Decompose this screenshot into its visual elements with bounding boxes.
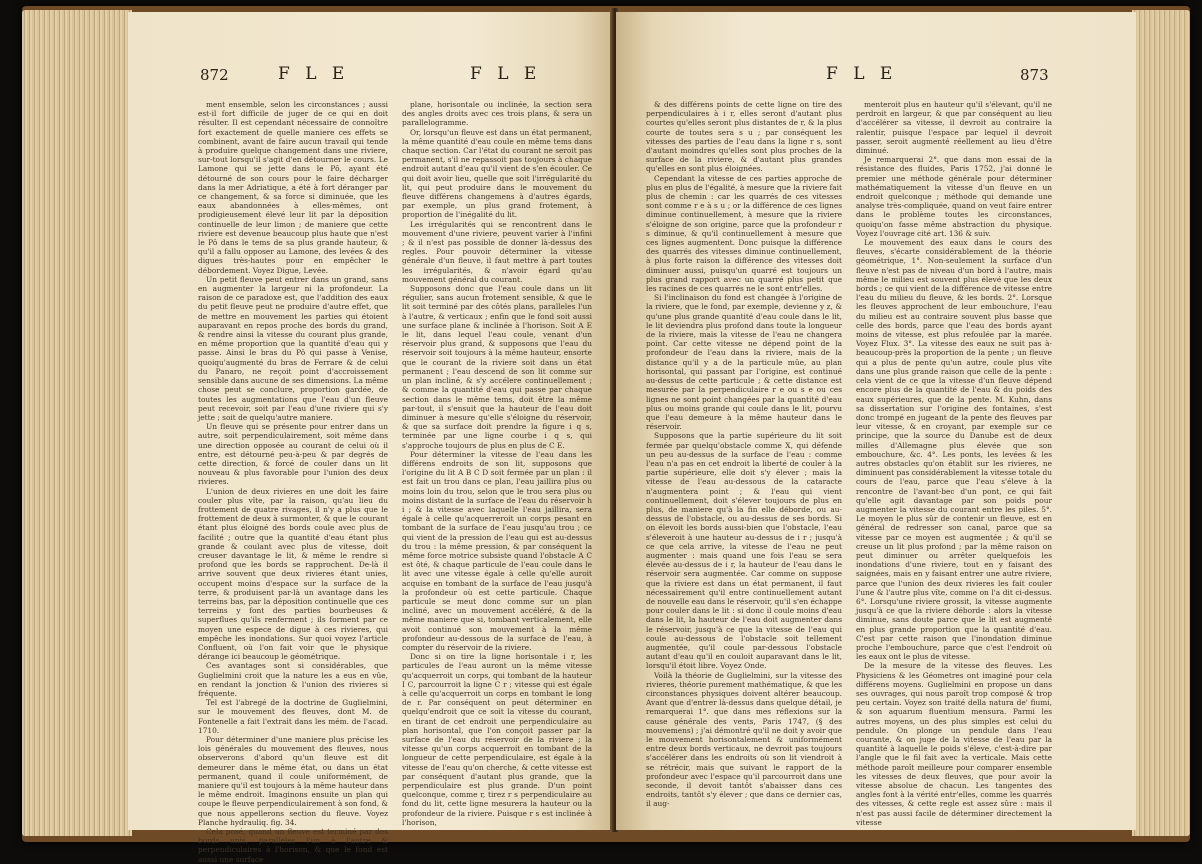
paragraph: Supposons que la partie supérieure du lit soit fermée par quelqu'obstacle comme X, qui défende un peu au-dessus de la surface de l'eau : comme l'eau n'a pas en cet endroit la liberté de couler à la partie supérieure, elle doit s'y élever ; mais la vitesse de l'eau au-dessous de la cataracte n'augmentera point ; & l'eau qui vient continuellement, doit s'élever toujours de plus en plus, de maniere qu'à la fin elle déborde, ou au-dessus de l'obstacle, ou au-dessus de ses bords. Si on élevoit les bords aussi-bien que l'obstacle, l'eau s'éleveroit à une hauteur au-dessus de i r ; jusqu'à ce que cela arrive, la vitesse de l'eau ne peut augmenter : mais quand une fois l'eau se sera élevée au-dessus de i r, la hauteur de l'eau dans le réservoir sera augmentée. Car comme on suppose que la riviere est dans un état permanent, il faut nécessairement qu'il entre continuellement autant de nouvelle eau dans le réservoir, qu'il s'en échappe pour couler dans le lit : si donc il coule moins d'eau dans le lit, la hauteur de l'eau doit augmenter dans le réservoir, jusqu'à ce que la vitesse de l'eau qui coule au-dessous de l'obstacle soit tellement augmentée, qu'il coule par-dessous l'obstacle autant d'eau qu'il en couloit auparavant dans le lit, lorsqu'il étoit libre. Voyez Onde. <box>646 431 842 671</box>
paragraph: Or, lorsqu'un fleuve est dans un état permanent, la même quantité d'eau coule en même tems dans chaque section. Car l'état du courant ne seroit pas permanent, s'il ne repassoit pas toujours à chaque endroit autant d'eau qu'il vient de s'en écouler. Ce qui doit avoir lieu, quelle que soit l'irrégularité du lit, qui peut produire dans le mouvement du fleuve différens changemens à d'autres égards, par exemple, un plus grand frotement, à proportion de l'inégalité du lit. <box>402 127 592 220</box>
paragraph: Un petit fleuve peut entrer dans un grand, sans en augmenter la largeur ni la profondeur. La raison de ce paradoxe est, que l'addition des eaux du petit fleuve peut ne produire d'autre effet, que de mettre en mouvement les parties qui étoient auparavant en repos proche des bords du grand, & rendre ainsi la vitesse du courant plus grande, en même proportion que la quantité d'eau qui y passe. Ainsi le bras du Pô qui passe à Venise, quoiqu'augmenté du bras de Ferrare & de celui du Panaro, ne reçoit point d'accroissement sensible dans aucune de ses dimensions. La même chose peut se conclure, proportion gardée, de toutes les augmentations que l'eau d'un fleuve peut recevoir, soit par l'eau d'une riviere qui s'y jette ; soit de quelqu'autre maniere. <box>198 274 388 422</box>
page-edges-left <box>22 10 132 836</box>
page-edges-right <box>1132 10 1190 836</box>
paragraph: Voilà la théorie de Guglielmini, sur la vitesse des rivieres, théorie purement mathématique, & que les circonstances physiques doivent altérer beaucoup. Avant que d'entrer là-dessus dans quelque détail, je remarquerai 1°. que dans mes réflexions sur la cause générale des vents, Paris 1747, (§ des mouvemens) ; j'ai démontré qu'il ne doit y avoir que le mouvement horisontalement & uniformément entre deux bords verticaux, ne devroit pas toujours s'accélérer dans les endroits où son lit viendroit à se rétrécir, mais que suivant le rapport de la profondeur avec l'espace qu'il parcourroit dans une seconde, il devoit tantôt s'abaisser dans ces endroits, tantôt s'y élever ; que dans ce dernier cas, il aug- <box>646 670 842 809</box>
left-running-head-2: F L E <box>470 64 542 84</box>
right-page-header <box>616 64 1136 90</box>
paragraph: plane, horisontale ou inclinée, la section sera des angles droits avec ces trois plans, & sera un parallelogramme. <box>402 100 592 128</box>
paragraph: menteroit plus en hauteur qu'il s'élevant, qu'il ne perdroit en largeur, & que par conséquent au lieu d'accélérer sa vitesse, il devroit au contraire la ralentir, puisque l'espace par lequel il devroit passer, seroit augmenté réellement au lieu d'être diminué. <box>856 100 1052 156</box>
paragraph: Le mouvement des eaux dans le cours des fleuves, s'écarte considérablement de la théorie géométrique, 1°. Non-seulement la surface d'un fleuve n'est pas de niveau d'un bord à l'autre, mais même le milieu est souvent plus élevé que les deux bords ; ce qui vient de la différence de vitesse entre l'eau du milieu du fleuve, & les bords. 2°. Lorsque les fleuves approchent de leur embouchure, l'eau du milieu est au contraire souvent plus basse que celle des bords, parce que l'eau des bords ayant moins de vitesse, est plus refoulée par la marée. Voyez Flux. 3°. La vitesse des eaux ne suit pas à-beaucoup-près la proportion de la pente ; un fleuve qui a plus de pente qu'un autre, coule plus vîte dans une plus grande raison que celle de la pente : cela vient de ce que la vitesse d'un fleuve dépend encore plus de la quantité de l'eau & du poids des eaux supérieures, que de la pente. M. Kuhn, dans sa dissertation sur l'origine des fontaines, s'est donc trompé en jugeant de la pente des fleuves par leur vitesse, & en croyant, par exemple sur ce principe, que la source du Danube est de deux milles d'Allemagne plus élevée que son embouchure, &c. 4°. Les ponts, les levées & les autres obstacles qu'on établit sur les rivieres, ne diminuent pas considérablement la vitesse totale du cours de l'eau, parce que l'eau s'éleve à la rencontre de l'avant-bec d'un pont, ce qui fait qu'elle agit davantage par son poids pour augmenter la vitesse du courant entre les piles. 5°. Le moyen le plus sûr de contenir un fleuve, est en général de redresser son canal, parce que sa vitesse par ce moyen est augmentée ; & qu'il se creuse un lit plus profond ; par la même raison on peut diminuer ou arrêter quelquefois les inondations d'une riviere, tout en y faisant des saignées, mais en y faisant entrer une autre riviere, parce que l'union des deux rivieres les fait couler l'une & l'autre plus vîte, comme on l'a dit ci-dessus. 6°. Lorsqu'une riviere grossit, la vitesse augmente jusqu'à ce que la riviere déborde : alors la vitesse diminue, sans doute parce que le lit est augmenté en plus grande proportion que la quantité d'eau. C'est par cette raison que l'inondation diminue proche l'embouchure, parce que c'est l'endroit où les eaux ont le plus de vitesse. <box>856 238 1052 662</box>
left-page <box>128 12 614 864</box>
left-page-number: 872 <box>200 66 229 84</box>
right-running-head: F L E <box>826 64 898 84</box>
left-column-1 <box>198 100 388 864</box>
paragraph: Pour déterminer la vitesse de l'eau dans les différens endroits de son lit, supposons que l'origine du lit A B C D soit fermée par un plan : il est fait un trou dans ce plan, l'eau jaillira plus ou moins loin du trou, selon que le trou sera plus ou moins distant de la surface de l'eau du réservoir h i ; & la vitesse avec laquelle l'eau jaillira, sera égale à celle qu'acquerreroit un corps pesant en tombant de la surface de l'eau jusqu'au trou ; ce qui vient de la pression de l'eau qui est au-dessus du trou : la même pression, & par conséquent la même force motrice subsiste quand l'obstacle A C est ôté, & chaque particule de l'eau coule dans le lit avec une vitesse égale à celle qu'elle auroit acquise en tombant de la surface de l'eau jusqu'à la profondeur où est cette particule. Chaque particule se meut donc comme sur un plan incliné, avec un mouvement accéléré, & de la même maniere que si, tombant verticalement, elle avoit continué son mouvement à la même profondeur au-dessous de la surface de l'eau, à compter du réservoir de la riviere. <box>402 449 592 652</box>
paragraph: Supposons donc que l'eau coule dans un lit régulier, sans aucun frotement sensible, & que le lit soit terminé par des côtés plans, paralleles l'un à l'autre, & verticaux ; enfin que le fond soit aussi une surface plane & inclinée à l'horison. Soit A E le lit, dans lequel l'eau coule, venant d'un réservoir plus grand, & supposons que l'eau du réservoir soit toujours à la même hauteur, ensorte que le courant de la riviere soit dans un état permanent ; l'eau descend de son lit comme sur un plan incliné, & s'y accélere continuellement ; & comme la quantité d'eau qui passe par chaque section dans le même tems, doit être la même par-tout, il s'ensuit que la hauteur de l'eau doit diminuer à mesure qu'elle s'éloigne du réservoir, & que sa surface doit prendre la figure i q s, terminée par une ligne courbe i q s, qui s'approche toujours de plus en plus de C E. <box>402 284 592 450</box>
left-running-head-1: F L E <box>278 64 350 84</box>
right-page <box>616 12 1136 830</box>
right-page-number: 873 <box>1020 66 1049 84</box>
paragraph: Cela posé, quand un fleuve est terminé par des bords unis, paralleles l'un à l'autre & perpendiculaires à l'horison, & que le fond est aussi une surface <box>198 827 388 864</box>
paragraph: Tel est l'abregé de la doctrine de Guglielmini, sur le mouvement des fleuves, dont M. de Fontenelle a fait l'extrait dans les mém. de l'acad. 1710. <box>198 698 388 735</box>
right-column-2 <box>856 100 1052 827</box>
paragraph: & des différens points de cette ligne on tire des perpendiculaires à i r, elles seront d'autant plus courtes qu'elles seront plus distantes de r, & la plus courte de toutes sera s u ; par conséquent les vitesses des parties de l'eau dans la ligne r s, sont d'autant moindres qu'elles sont plus proches de la surface de la riviere, & d'autant plus grandes qu'elles en sont plus éloignées. <box>646 100 842 174</box>
paragraph: Je remarquerai 2°. que dans mon essai de la résistance des fluides, Paris 1752, j'ai donné le premier une méthode générale pour déterminer mathématiquement la vitesse d'un fleuve en un endroit quelconque ; méthode qui demande une analyse très-compliquée, quand on veut faire entrer dans le problème toutes les circonstances, quoiqu'on fasse même abstraction du physique. Voyez l'ouvrage cité art. 136 & suiv. <box>856 155 1052 238</box>
paragraph: Cependant la vitesse de ces parties approche de plus en plus de l'égalité, à mesure que la riviere fait plus de chemin : car les quarrés de ces vitesses sont comme r e à s u ; or la différence de ces lignes diminue continuellement, à mesure que la riviere s'éloigne de son origine, parce que la profondeur r s diminue, & qu'il continuellement à mesure que ces lignes augmentent. Donc puisque la différence des quarrés des vitesses diminue continuellement, à plus forte raison la différence des vitesses doit diminuer aussi, puisqu'un quarré est toujours un plus grand rapport avec un quarré plus petit que les racines de ces quarrés ne le sont entr'elles. <box>646 173 842 294</box>
left-column-2 <box>402 100 592 827</box>
paragraph: Si l'inclinaison du fond est changée à l'origine de la riviere, que le fond, par exemple, devienne y z, & qu'une plus grande quantité d'eau coule dans le lit, le lit deviendra plus profond dans toute la longueur de la riviere, mais la vitesse de l'eau ne changera point. Car cette vitesse ne dépend point de la profondeur de l'eau dans la riviere, mais de la distance qu'il y a de la particule mûe, au plan horisontal, qui passant par l'origine, est continué au-dessus de cette particule ; & cette distance est mesurée par la perpendiculaire r e ou s e ou ces lignes ne sont point changées par la quantité d'eau plus ou moins grande qui coule dans le lit, pourvu que l'eau demeure à la même hauteur dans le réservoir. <box>646 293 842 432</box>
paragraph: Ces avantages sont si considérables, que Guglielmini croit que la nature les a eus en vûe, en rendant la jonction & l'union des rivieres si fréquente. <box>198 661 388 698</box>
paragraph: ment ensemble, selon les circonstances ; aussi est-il fort difficile de juger de ce qui en doit résulter. Il est cependant nécessaire de connoître fort exactement de quelle maniere ces effets se combinent, avant de faire aucun travail qui tende à produire quelque changement dans une riviere, sur-tout lorsqu'il s'agit d'en détourner le cours. Le Lamone qui se jette dans le Pô, ayant été détourné de son cours pour le faire décharger dans la mer Adriatique, a été à fort déranger par ce changement, & sa force si diminuée, que les eaux abandonnées à elles-mêmes, ont prodigieusement élevé leur lit par la déposition continuelle de leur limon ; de maniere que cette riviere est devenue beaucoup plus haute que n'est le Pô dans le tems de sa plus grande hauteur, & qu'il a fallu opposer au Lamone, des levées & des digues très-hautes pour en empêcher le débordement. Voyez Digue, Levée. <box>198 100 388 275</box>
right-column-1 <box>646 100 842 822</box>
paragraph: Donc si on tire la ligne horisontale i r, les particules de l'eau auront un la même vitesse qu'acquerroit un corps, qui tombant de la hauteur I C, parcourroit la ligne C r ; vitesse qui est égale à celle qu'acquerroit un corps en tombant le long de r. Par conséquent on peut déterminer en quelqu'endroit que ce soit la vitesse du courant, en tirant de cet endroit une perpendiculaire au plan horisontal, que l'on conçoit passer par la surface de l'eau du réservoir de la riviere ; la vitesse qu'un corps acquerroit en tombant de la longueur de cette perpendiculaire, est égale à la vitesse de l'eau qu'on cherche, & cette vitesse est par conséquent d'autant plus grande, que la perpendiculaire est plus grande. D'un point quelconque, comme r, tirez r s perpendiculaire au fond du lit, cette ligne mesurera la hauteur ou la profondeur de la riviere. Puisque r s est inclinée à l'horison, <box>402 652 592 827</box>
paragraph: De la mesure de la vitesse des fleuves. Les Physiciens & les Géometres ont imaginé pour cela différens moyens. Guglielmini en propose un dans ses ouvrages, qui nous paroît trop composé & trop peu certain. Voyez son traité della natura de' fiumi, & son aquarum fluentium mensura. Parmi les autres moyens, un des plus simples est celui du pendule. On plonge un pendule dans l'eau courante, & on juge de la vitesse de l'eau par la quantité à laquelle le poids s'éleve, c'est-à-dire par l'angle que le fil fait avec la verticale. Mais cette méthode paroît meilleure pour comparer ensemble les vitesses de deux fleuves, que pour avoir la vitesse absolue de chacun. Les tangentes des angles font à la vérité entr'elles, comme les quarrés des vitesses, & cette regle est assez sûre : mais il n'est pas aussi facile de déterminer directement la vitesse <box>856 661 1052 827</box>
paragraph: Les irrégularités qui se rencontrent dans le mouvement d'une riviere, peuvent varier à l'infini ; & il n'est pas possible de donner là-dessus des regles. Pour pouvoir déterminer la vitesse générale d'un fleuve, il faut mettre à part toutes les irrégularités, & n'avoir égard qu'au mouvement général du courant. <box>402 219 592 284</box>
paragraph: Un fleuve qui se présente pour entrer dans un autre, soit perpendiculairement, soit même dans une direction opposée au courant de celui où il entre, est détourné peu-à-peu & par degrés de cette direction, & forcé de couler dans un lit nouveau & plus favorable pour l'union des deux rivieres. <box>198 422 388 487</box>
left-page-header <box>128 64 614 90</box>
paragraph: L'union de deux rivieres en une doit les faire couler plus vîte, par la raison, qu'au lieu du frottement de quatre rivages, il n'y a plus que le frottement de deux à surmonter, & que le courant étant plus éloigné des bords coule avec plus de facilité ; outre que la quantité d'eau étant plus grande & coulant avec plus de vitesse, doit creuser davantage le lit, & même le rendre si profond que les bords se rapprochent. De-là il arrive souvent que deux rivieres étant unies, occupent moins d'espace sur la surface de la terre, & produisent par-là un avantage dans les terreins bas, par la déposition continuelle que ces terreins y font des parties bourbeuses & superflues qu'ils renferment ; ils forment par ce moyen une espece de digue à ces rivieres, qui empêche les inondations. Sur quoi voyez l'article Confluent, où l'on fait voir que le physique dérange ici beaucoup le géométrique. <box>198 486 388 662</box>
paragraph: Pour déterminer d'une maniere plus précise les lois générales du mouvement des fleuves, nous observerons d'abord qu'un fleuve est dit demeurer dans le même état, ou dans un état permanent, quand il coule uniformément, de maniere qu'il est toujours à la même hauteur dans le même endroit. Imaginons ensuite un plan qui coupe le fleuve perpendiculairement à son fond, & que nous appellerons section du fleuve. Voyez Planche hydrauliq. fig. 34. <box>198 735 388 827</box>
